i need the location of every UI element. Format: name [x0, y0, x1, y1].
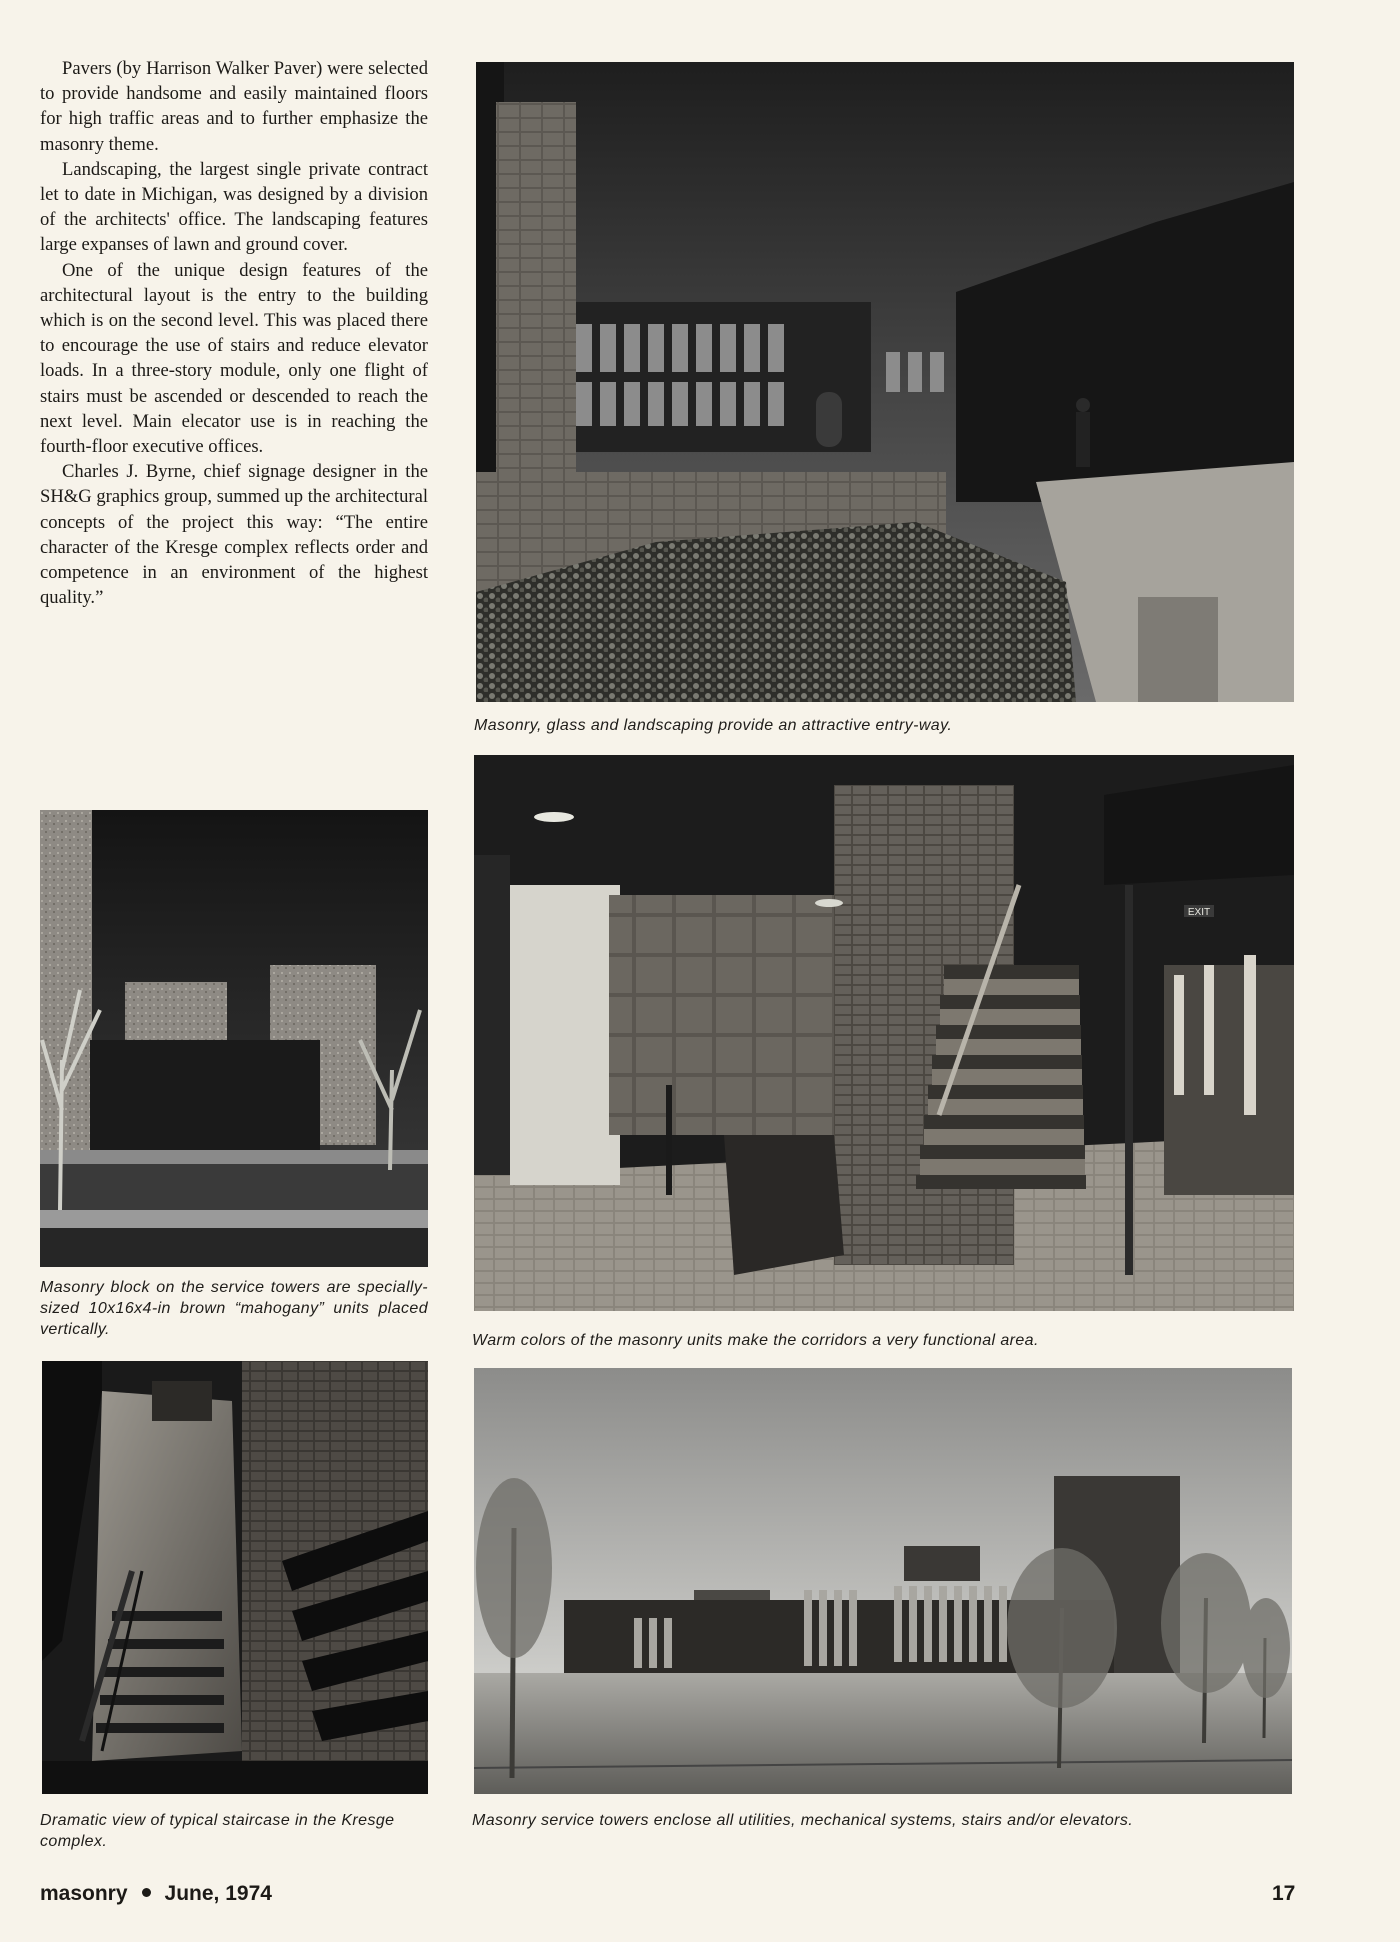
page-number: 17	[1272, 1882, 1296, 1905]
exterior-photo	[474, 1368, 1292, 1794]
entry-photo	[476, 62, 1294, 702]
article-paragraph: Landscaping, the largest single private contract let to date in Michigan, was designed by a division of the architects' office. The landscaping features large expanses of lawn and ground cover.	[40, 158, 428, 256]
publication-name: masonry	[40, 1882, 128, 1905]
article-paragraph: Charles J. Byrne, chief signage designer in the SH&G graphics group, summed up the architectural concepts of the project this way: “The entire character of the Kresge complex reflects order and competence in an environment of the highest quality.”	[40, 461, 428, 609]
exterior-caption: Masonry service towers enclose all utilities, mechanical systems, stairs and/or elevators.	[472, 1812, 1134, 1829]
bullet-icon	[142, 1888, 151, 1897]
corridor-photo	[474, 755, 1294, 1311]
page-footer	[40, 1882, 272, 1906]
corridor-caption: Warm colors of the masonry units make the corridors a very functional area.	[472, 1332, 1039, 1349]
article-paragraph: Pavers (by Harrison Walker Paver) were selected to provide handsome and easily maintained floors for high traffic areas and to further emphasize the masonry theme.	[40, 58, 428, 155]
exit-sign-text: EXIT	[1187, 907, 1211, 918]
issue-date: June, 1974	[164, 1882, 272, 1905]
staircase-caption: Dramatic view of typical staircase in the Kresge complex.	[40, 1812, 395, 1850]
service-towers-photo	[40, 810, 428, 1267]
article-body	[40, 56, 428, 610]
article-paragraph: One of the unique design features of the architectural layout is the entry to the building which is on the second level. This was placed there to encourage the use of stairs and reduce elevator loads. In a three-story module, only one flight of stairs must be ascended or descended to reach the next level. Main elecator use is in reaching the fourth-floor executive offices.	[40, 259, 428, 458]
service-towers-caption: Masonry block on the service towers are specially-sized 10x16x4-in brown “mahogany” units placed vertically.	[40, 1279, 428, 1338]
entry-caption: Masonry, glass and landscaping provide an attractive entry-way.	[474, 717, 953, 734]
staircase-photo	[42, 1361, 428, 1794]
